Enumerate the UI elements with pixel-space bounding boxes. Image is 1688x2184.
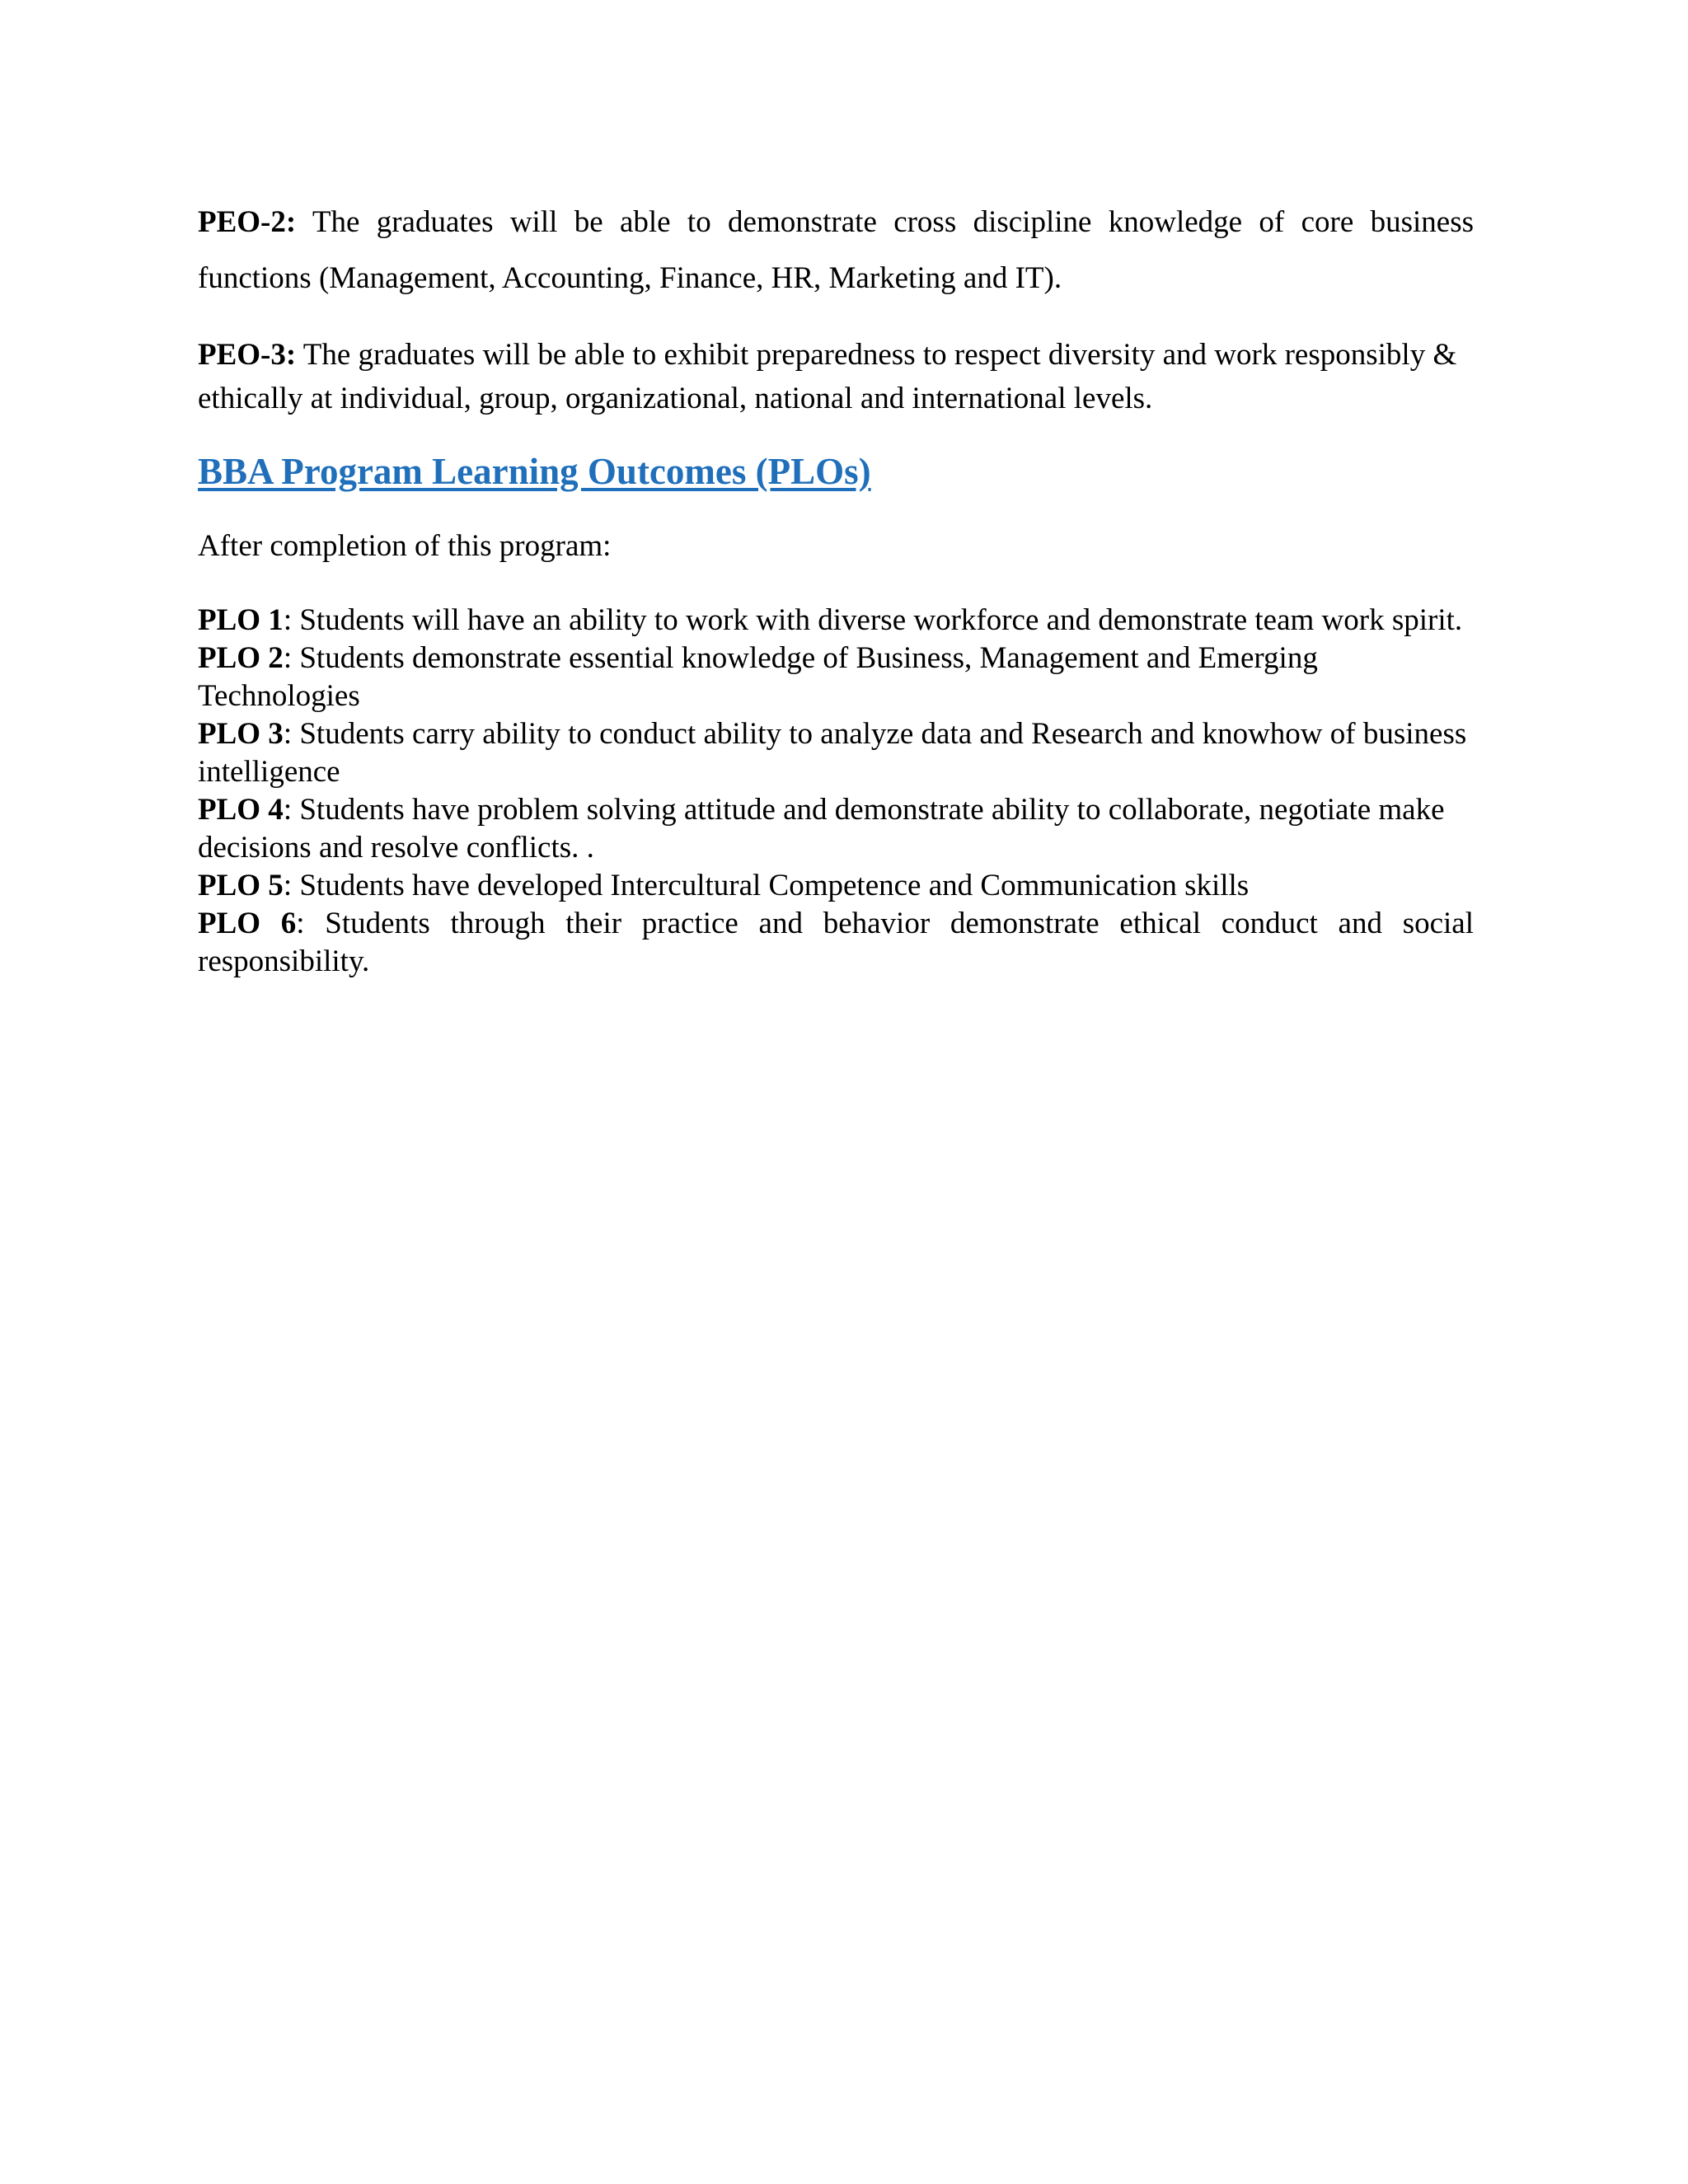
plo-5-text: : Students have developed Intercultural Competence and Communication skills <box>283 869 1250 902</box>
plo-item-6 <box>198 905 1474 981</box>
plo-item-5 <box>198 867 1474 905</box>
peo-2-label: PEO-2: <box>198 205 297 239</box>
plo-3-text: : Students carry ability to conduct ability to analyze data and Research and knowhow of business intelligence <box>198 717 1467 789</box>
peo-3-paragraph <box>198 333 1474 420</box>
plos-heading: BBA Program Learning Outcomes (PLOs) <box>198 451 871 492</box>
plo-list <box>198 602 1474 981</box>
plo-2-text: : Students demonstrate essential knowledge of Business, Management and Emerging Technologies <box>198 641 1318 713</box>
plo-4-label: PLO 4 <box>198 793 284 827</box>
plo-6-label: PLO 6 <box>198 907 297 940</box>
plo-item-4 <box>198 791 1474 867</box>
plo-4-text: : Students have problem solving attitude and demonstrate ability to collaborate, negotiate make decisions and resolve conflicts. . <box>198 793 1445 865</box>
plo-item-2 <box>198 640 1474 715</box>
peo-2-paragraph <box>198 194 1474 307</box>
plo-item-1 <box>198 602 1474 640</box>
plo-item-3 <box>198 715 1474 791</box>
plos-intro: After completion of this program: <box>198 529 612 563</box>
plo-1-text: : Students will have an ability to work with diverse workforce and demonstrate team work spirit. <box>283 603 1463 637</box>
plo-6-text: : Students through their practice and behavior demonstrate ethical conduct and social responsibility. <box>198 907 1474 978</box>
plo-3-label: PLO 3 <box>198 717 284 751</box>
peo-3-text: The graduates will be able to exhibit preparedness to respect diversity and work responsibly & ethically at individual, group, organizational, national and international levels. <box>198 338 1457 415</box>
peo-2-text: The graduates will be able to demonstrate cross discipline knowledge of core business functions (Management, Accounting, Finance, HR, Marketing and IT). <box>198 205 1474 295</box>
plo-1-label: PLO 1 <box>198 603 284 637</box>
plo-5-label: PLO 5 <box>198 869 284 902</box>
peo-3-label: PEO-3: <box>198 338 297 372</box>
plo-2-label: PLO 2 <box>198 641 284 675</box>
